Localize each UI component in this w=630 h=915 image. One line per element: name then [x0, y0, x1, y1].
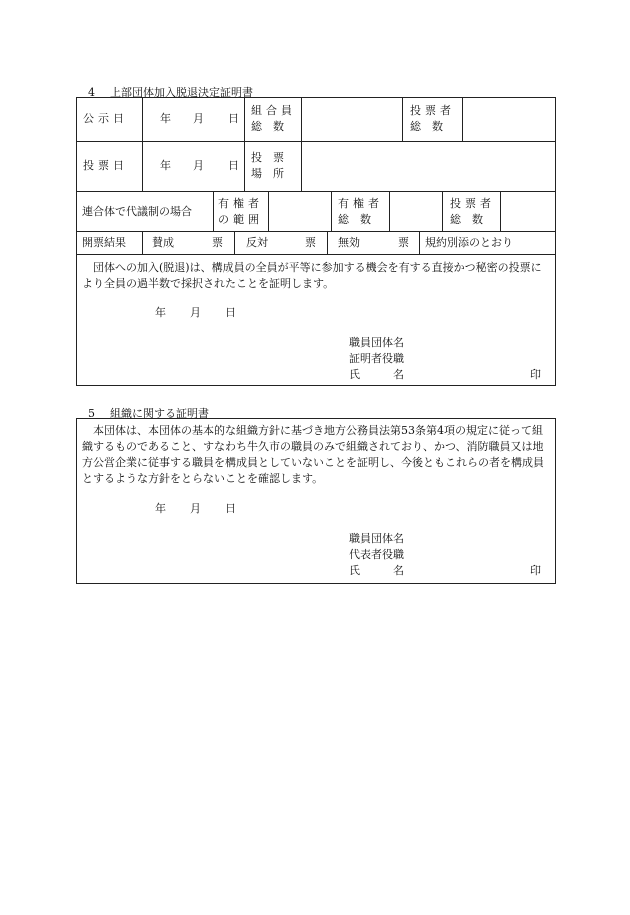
section5-representative-title-label: 代表者役職 [349, 548, 404, 561]
federation-voters-label-line1: 投票者 [450, 197, 495, 210]
votes-for-unit: 票 [212, 236, 223, 249]
section4-certification-text: 団体への加入(脱退)は、構成員の全員が平等に参加する機会を有する直接かつ秘密の投票により全員の過半数で採択されたことを証明します。 [82, 261, 542, 290]
voting-day-unit: 日 [228, 159, 239, 172]
section4-number: 4 [88, 86, 95, 99]
votes-against-unit: 票 [305, 236, 316, 249]
voting-year-unit: 年 [160, 159, 171, 172]
section5-number: 5 [88, 407, 95, 420]
votes-invalid-label: 無効 [338, 236, 360, 249]
count-result-label: 開票結果 [82, 236, 126, 249]
section5-name-label: 氏 名 [349, 564, 404, 577]
voting-month-unit: 月 [193, 159, 204, 172]
eligible-scope-label-line1: 有権者 [218, 197, 263, 210]
section4-date-month: 月 [190, 306, 201, 319]
announcement-day-unit: 日 [228, 112, 239, 125]
section5-title: 組織に関する証明書 [110, 407, 209, 420]
votes-against-label: 反対 [246, 236, 268, 249]
members-total-label-line1: 組合員 [251, 104, 296, 117]
section4-certifier-title-label: 証明者役職 [349, 352, 404, 365]
section5-org-name-label: 職員団体名 [349, 532, 404, 545]
votes-invalid-unit: 票 [398, 236, 409, 249]
section5-date-month: 月 [190, 502, 201, 515]
announcement-month-unit: 月 [193, 112, 204, 125]
federation-voters-label-line2: 総 数 [450, 213, 483, 226]
votes-for-label: 賛成 [152, 236, 174, 249]
section4-date-day: 日 [225, 306, 236, 319]
section4-org-name-label: 職員団体名 [349, 336, 404, 349]
eligible-total-label-line1: 有権者 [338, 197, 383, 210]
voting-date-label: 投票日 [83, 159, 128, 172]
voters-total-label-line2: 総 数 [410, 120, 443, 133]
voters-total-label-line1: 投票者 [410, 104, 455, 117]
section5-certification-text: 本団体は、本団体の基本的な組織方針に基づき地方公務員法第53条第4項の規定に従って組織するものであること、すなわち牛久市の職員のみで組織されており、かつ、消防職員又は地方公営企業に従事する職員を構成員としていないことを証明し、今後ともこれらの者を構成員とするような方針をとらないことを確認します。 [82, 424, 544, 485]
section5-date-day: 日 [225, 502, 236, 515]
federation-representative-label: 連合体で代議制の場合 [82, 205, 192, 218]
eligible-scope-label-line2: の範囲 [218, 213, 263, 226]
eligible-total-label-line2: 総 数 [338, 213, 371, 226]
announcement-year-unit: 年 [160, 112, 171, 125]
voting-place-label-line1: 投 票 [251, 151, 284, 164]
section4-seal-mark: 印 [530, 368, 541, 381]
section5-seal-mark: 印 [530, 564, 541, 577]
section4-title: 上部団体加入脱退決定証明書 [110, 86, 253, 99]
section5-date-year: 年 [155, 502, 166, 515]
announcement-date-label: 公示日 [83, 112, 128, 125]
section4-name-label: 氏 名 [349, 368, 404, 381]
section4-date-year: 年 [155, 306, 166, 319]
voting-place-label-line2: 場 所 [251, 167, 284, 180]
members-total-label-line2: 総 数 [251, 120, 284, 133]
bylaws-attached-note: 規約別添のとおり [425, 236, 513, 249]
